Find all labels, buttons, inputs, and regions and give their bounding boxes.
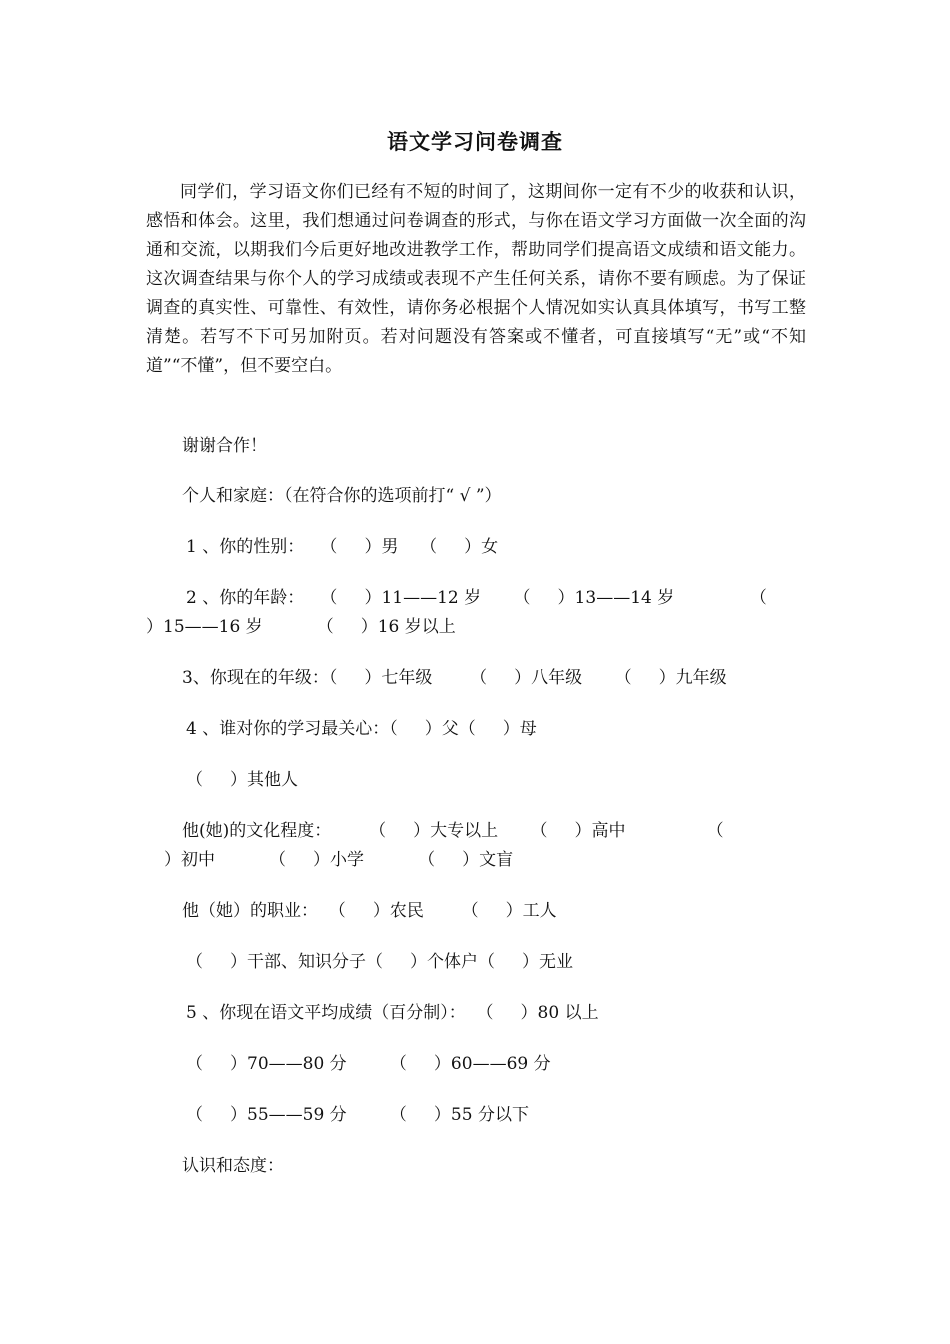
- question-age-line2: ）15——16 岁 （ ）16 岁以上: [146, 617, 456, 637]
- question-occupation-line2: （ ）干部、知识分子（ ）个体户（ ）无业: [186, 952, 574, 972]
- section-attitude-heading: 认识和态度：: [182, 1156, 284, 1176]
- question-caregiver: 4 、谁对你的学习最关心：（ ）父（ ）母: [186, 719, 537, 739]
- section-personal-heading: 个人和家庭：（在符合你的选项前打“ √ ”）: [182, 486, 502, 506]
- page-title: 语文学习问卷调查: [387, 129, 563, 154]
- thanks-line: 谢谢合作！: [182, 436, 267, 456]
- question-age-line1: 2 、你的年龄： （ ）11——12 岁 （ ）13——14 岁 （: [186, 588, 767, 608]
- question-score-line2: （ ）70——80 分 （ ）60——69 分: [186, 1054, 551, 1074]
- intro-paragraph: 同学们，学习语文你们已经有不短的时间了，这期间你一定有不少的收获和认识，感悟和体会。这里，我们想通过问卷调查的形式，与你在语文学习方面做一次全面的沟通和交流，以期我们今后更好地改进教学工作，帮助同学们提高语文成绩和语文能力。这次调查结果与你个人的学习成绩或表现不产生任何关系，请你不要有顾虑。为了保证调查的真实性、可靠性、有效性，请你务必根据个人情况如实认真具体填写，书写工整清楚。若写不下可另加附页。若对问题没有答案或不懂者，可直接填写“无”或“不知道”“不懂”，但不要空白。: [146, 182, 806, 376]
- question-caregiver-other: （ ）其他人: [186, 770, 299, 790]
- question-score-line3: （ ）55——59 分 （ ）55 分以下: [186, 1105, 529, 1125]
- question-grade: 3、你现在的年级：（ ）七年级 （ ）八年级 （ ）九年级: [182, 668, 727, 688]
- question-gender: 1 、你的性别： （ ）男 （ ）女: [186, 537, 499, 557]
- question-education-line2: ）初中 （ ）小学 （ ）文盲: [164, 850, 514, 870]
- question-occupation-line1: 他（她）的职业： （ ）农民 （ ）工人: [182, 901, 557, 921]
- question-education-line1: 他(她)的文化程度： （ ）大专以上 （ ）高中 （: [182, 821, 724, 841]
- question-score: 5 、你现在语文平均成绩（百分制）： （ ）80 以上: [186, 1003, 599, 1023]
